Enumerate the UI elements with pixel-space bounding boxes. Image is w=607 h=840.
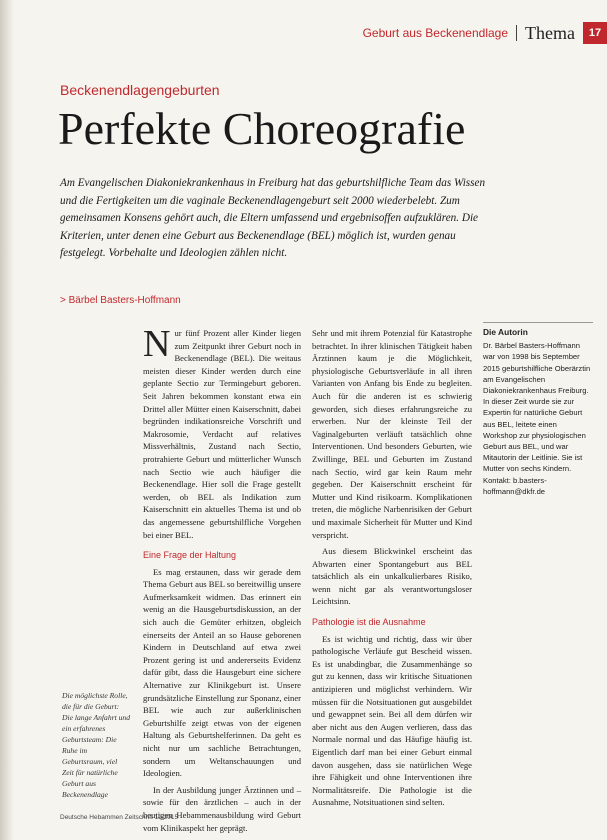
subheading: Eine Frage der Haltung [143, 550, 237, 561]
text-column-1 [143, 323, 301, 838]
header-topic: Thema [525, 22, 575, 43]
author-box-text: Dr. Bärbel Basters-Hoffmann war von 1998 bis September 2015 geburtshilfliche Oberärztin am Evangelischen Diakoniekrankenhaus Freiburg. In dieser Zeit wurde sie zur Expertin für natürliche Geburt aus BEL, leitete einen Workshop zur physiologischen Geburt aus BEL, und war Mitautorin der Leitlinie. Sie ist Mutter von sechs Kindern. [483, 341, 591, 474]
drop-cap: N [143, 323, 171, 365]
author-box-title: Die Autorin [483, 327, 528, 337]
paragraph: Aus diesem Blickwinkel erscheint das Abwarten einer Spontangeburt aus BEL tatsächlich als ein unkalkulierbares Risiko, wenn nicht gar als verantwortungsloser Leichtsinn. [312, 546, 472, 607]
page-gutter-shadow [0, 0, 14, 840]
page-footer: Deutsche Hebammen Zeitschrift 12/2015 [60, 814, 179, 821]
paragraph [143, 323, 301, 541]
article-kicker: Beckenendlagengeburten [60, 82, 220, 98]
paragraph: Es mag erstaunen, dass wir gerade dem Thema Geburt aus BEL so bereitwillig unsere Aufmerksamkeit widmen. Das erinnert ein wenig an die Hausgeburtsdiskussion, an der sich auch die Gemüter erhitzen, obgleich einerseits der Anteil an so Hause geborenen Kindern in Deutschland auf etwa zwei Prozent gering ist und andererseits Evidenz dafür gibt, dass die Hausgeburt eine sichere Alternative zur Klinikgeburt ist. Unsere grundsätzliche Einstellung zur Sponanz, einer BEL wie auch zur außerklinischen Geburtshilfe zeigt etwas von der eigenen Haltung als Geburtshelferinnen. Da geht es nicht nur um sachliche Betrachtungen, sondern um Weltanschauungen und Ideologien. [143, 566, 301, 779]
article-lead: Am Evangelischen Diakoniekrankenhaus in Freiburg hat das geburtshilfliche Team das Wissen und die Fertigkeiten um die vaginale Beckenendlagengeburt seit 2000 wiederbelebt. Zum gemeinsamen Konsens gehört auch, die Eltern umfassend und ergebnisoffen aufzuklären. Die Kriterien, unter denen eine Geburt aus Beckenendlage (BEL) möglich ist, wurden genau festgelegt. Vorbehalte und Ideologien zählen nicht. [60, 177, 486, 259]
sidebar-rule [483, 322, 593, 323]
image-caption: Die möglichste Rolle, die für die Geburt: Die lange Anfahrt und ein erfahrenes Geburtsteam: Die Ruhe im Geburtsraum, viel Zeit für natürliche Geburt aus Beckenendlage [62, 691, 130, 799]
header-section: Geburt aus Beckenendlage [362, 26, 509, 40]
article-title: Perfekte Choreografie [58, 103, 466, 154]
author-contact: Kontakt: b.basters-hoffmann@dkfr.de [483, 475, 547, 496]
article-author: > Bärbel Basters-Hoffmann [60, 295, 181, 306]
running-header [363, 22, 607, 44]
paragraph: Sehr und mit ihrem Potenzial für Katastrophe betrachtet. In ihrer klinischen Tätigkeit haben Ärztinnen kaum je die Möglichkeit, physiologische Geburtsverläufe in all ihren Varianten von Anfang bis Ende zu begleiten. Auch für die anderen ist es schwierig geworden, sich dieses erfahrungsreiche zu erwerben. Nur der kleinste Teil der Vaginalgeburten verläuft tatsächlich ohne Interventionen. Und besonders Geburten, wie Zwillinge, BEL und Geburten im Zustand nach Sectio, wird gar kein Raum mehr gegeben. Der Kaiserschnitt erscheint für Mutter und Kind risikoarm. Komplikationen treten, die mögliche Narbenrisiken der Geburt und maximale Sicherheit für Mutter und Kind verspricht. [312, 328, 472, 540]
header-divider [516, 25, 517, 41]
subheading: Pathologie ist die Ausnahme [312, 617, 426, 628]
paragraph: In der Ausbildung junger Ärztinnen und – sowie für den ärztlichen – auch in der heutigen Hebammenausbildung wird Geburt vom Klinikaspekt her geprägt. [143, 784, 301, 833]
paragraph-text: ur fünf Prozent aller Kinder liegen zum Zeitpunkt ihrer Geburt noch in Beckenendlage (BEL). Die weitaus meisten dieser Kinder werden durch eine geplante Sectio zur Termingeburt geboren. Seit Jahren bekommen konstant etwa ein Drittel aller Mütter einen Kaiserschnitt, dabei begründen indikationsreiche Vorschrift und Makrosomie, Verdacht auf relatives Missverhältnis, Zustand nach Sectio, protrahierte Geburt und mütterlicher Wunsch nach Sectio wie auch häufiger die Beckenendlage. Hier soll die Frage gestellt werden, ob BEL als Indikation zum Kaiserschnitt ein aktuelles Thema ist und ob das angemessene geburtshilfliche Vorgehen bei einer BEL. [143, 328, 301, 540]
page-number: 17 [583, 22, 607, 44]
paragraph: Es ist wichtig und richtig, dass wir über pathologische Verläufe gut Bescheid wissen. Es ist unabdingbar, die Zusammenhänge so gut zu kennen, dass wir kritische Situationen antizipieren und möglichst verhindern. Wir müssen für die Notsituationen gut ausgebildet und gewappnet sein. Bei all dem dürfen wir aber nicht aus den Augen verlieren, dass das Normale normal und das Häufige häufig ist. Eigentlich darf man bei einer Geburt einmal davon ausgehen, dass sie natürlichen Wege ihre Fähigkeit und ohne Interventionen ihre Normalitätsreife. Die Pathologie ist die Ausnahme, Notsituationen sind selten. [312, 633, 472, 808]
author-box [483, 327, 593, 497]
text-column-2 [312, 327, 472, 813]
